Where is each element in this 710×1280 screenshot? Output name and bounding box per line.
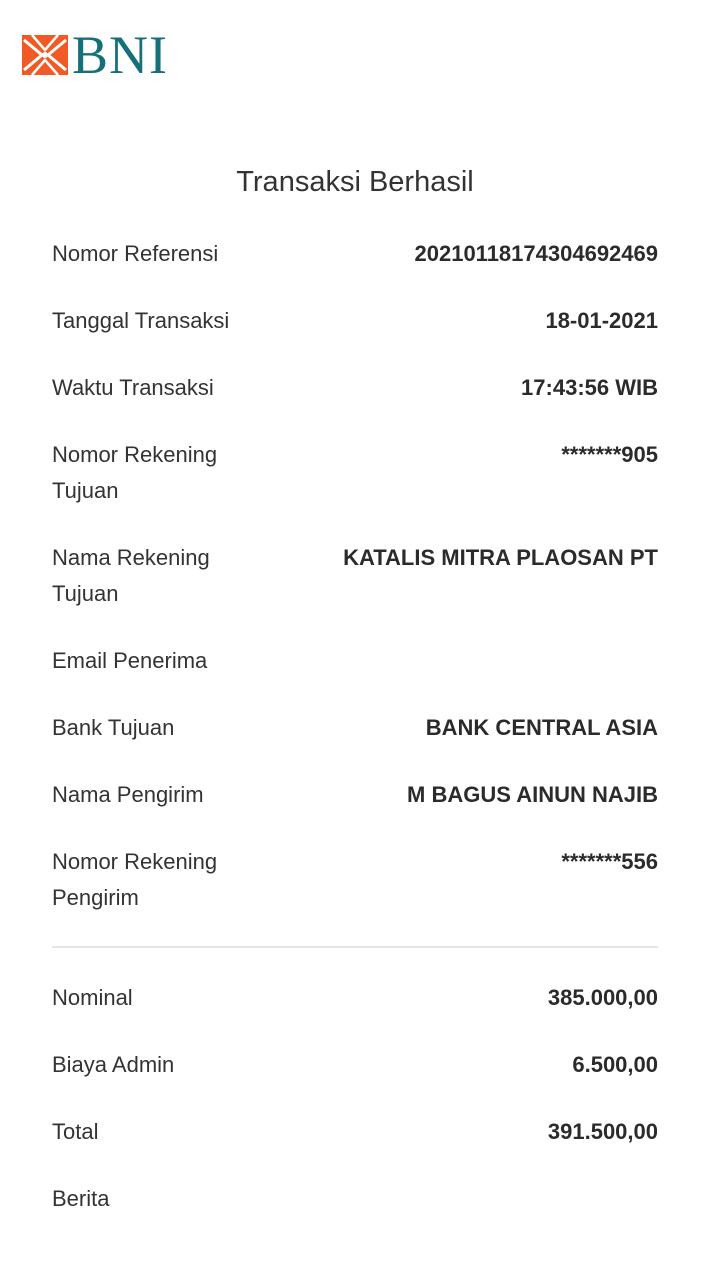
detail-value: *******905: [561, 442, 658, 467]
detail-label: Nomor Referensi: [52, 241, 219, 266]
amount-label: Biaya Admin: [52, 1052, 175, 1077]
amount-value: 385.000,00: [547, 985, 658, 1010]
bni-logo-mark-icon: [22, 32, 68, 78]
detail-label: Email Penerima: [52, 648, 208, 673]
amount-row-biaya-admin: [52, 1047, 658, 1114]
amount-value: 391.500,00: [547, 1119, 658, 1144]
detail-label: Nama Rekening Tujuan: [52, 545, 210, 606]
amount-label: Nominal: [52, 985, 133, 1010]
detail-value: KATALIS MITRA PLAOSAN PT: [343, 545, 658, 570]
detail-label: Bank Tujuan: [52, 715, 175, 740]
detail-value: M BAGUS AINUN NAJIB: [407, 782, 658, 807]
amount-row-total: [52, 1114, 658, 1181]
detail-value: BANK CENTRAL ASIA: [425, 715, 658, 740]
amount-details: [52, 980, 658, 1248]
detail-row-email-penerima: [52, 643, 658, 710]
detail-label: Nama Pengirim: [52, 782, 204, 807]
detail-row-nomor-referensi: [52, 236, 658, 303]
detail-label: Nomor Rekening Tujuan: [52, 442, 218, 503]
detail-row-nomor-rekening-tujuan: [52, 437, 658, 540]
detail-label: Tanggal Transaksi: [52, 308, 230, 333]
page-title: Transaksi Berhasil: [236, 166, 474, 198]
amount-label: Total: [52, 1119, 99, 1144]
detail-row-bank-tujuan: [52, 710, 658, 777]
detail-row-tanggal-transaksi: [52, 303, 658, 370]
detail-value: 17:43:56 WIB: [521, 375, 658, 400]
detail-value: 20210118174304692469: [414, 241, 658, 266]
detail-row-waktu-transaksi: [52, 370, 658, 437]
bni-logo: [22, 25, 168, 85]
bni-logo-text: BNI: [72, 25, 168, 85]
section-divider: [52, 946, 658, 948]
detail-value: 18-01-2021: [545, 308, 658, 333]
detail-row-nomor-rekening-pengirim: [52, 844, 658, 947]
amount-row-nominal: [52, 980, 658, 1047]
detail-row-nama-rekening-tujuan: [52, 540, 658, 643]
amount-label: Berita: [52, 1186, 110, 1211]
detail-label: Nomor Rekening Pengirim: [52, 849, 218, 910]
transaction-details: [52, 236, 658, 947]
detail-value: *******556: [561, 849, 658, 874]
detail-row-nama-pengirim: [52, 777, 658, 844]
amount-value: 6.500,00: [572, 1052, 658, 1077]
amount-row-berita: [52, 1181, 658, 1248]
detail-label: Waktu Transaksi: [52, 375, 214, 400]
